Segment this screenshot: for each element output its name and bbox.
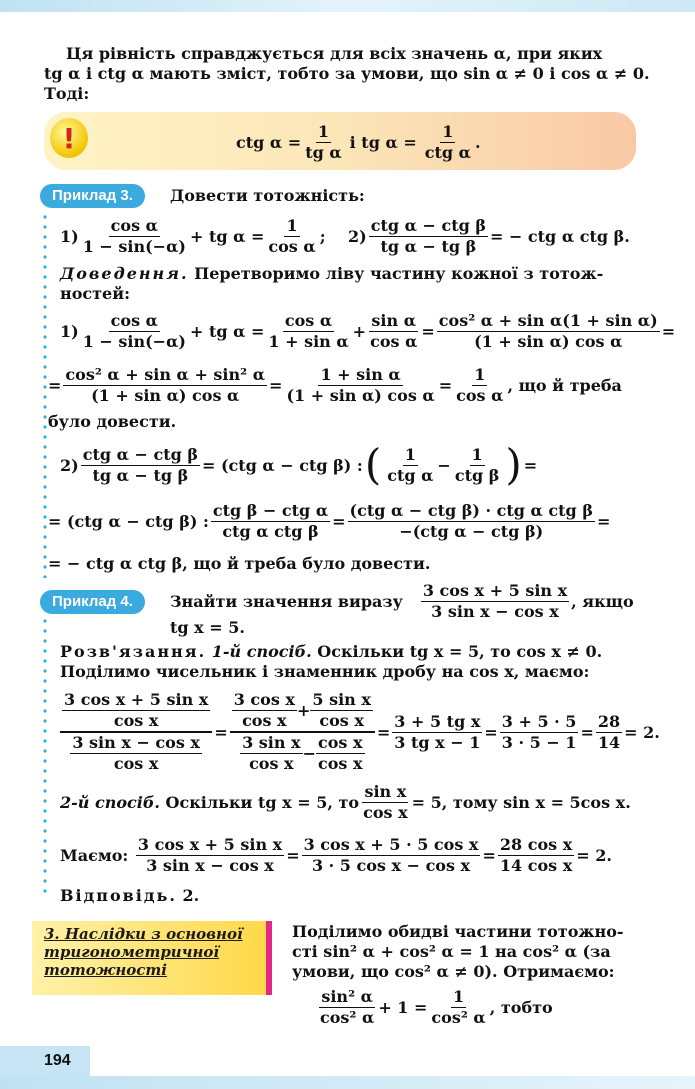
fraction: ctg α − ctg β tg α − tg β [370,215,486,256]
example-4-badge: Приклад 4. [40,590,145,614]
section-3-formula: sin² α cos² α + 1 = $\frac{1}{\text{cos² α}}$ , тобто [320,986,553,1027]
fraction: cos α 1 − sin(−α) [82,310,186,351]
dotted-margin [43,212,47,578]
proof-step-1: 1) cos α 1 − sin(−α) + tg α = $\frac{\text{cos α}}{\text{1 + sin α}}$ + $\frac{\text{sin α}}{\text{cos α}}$ = $\frac{\text{cos² α + sin α(1 + sin α)}}{\text{(1 + sin α) cos α}}$ = [60,310,676,351]
compound-fraction: $\frac{\frac{\text{3 cos x + 5 sin x}}{\text{cos x}}}{\frac{\text{3 sin x − cos x}}{\text{cos x}}}$ [60,690,212,774]
answer-line: Відповідь. 2. [60,886,200,905]
identity-1: 1) cos α 1 − sin(−α) + tg α = $\frac{1}{\text{cos α}}$ ; [60,215,326,256]
fraction: $\frac{28}{14}$ [597,711,621,752]
fraction: $\frac{\text{3 cos x + 5 · 5 cos x}}{\text{3 · 5 cos x − cos x}}$ [303,834,479,875]
dotted-margin [43,616,47,898]
solution-compound-fraction: $\frac{\frac{\text{3 cos x + 5 sin x}}{\text{cos x}}}{\frac{\text{3 sin x − cos x}}{\text{cos x}}}$ = 3 cos x cos x + $\frac{\text{5 sin x}}{\text{cos x}}$ 3 sin x cos x − $\frac{\text{cos x}}{\text{cos x}}$ = $\frac{\text{3 + 5 tg x}}{\text{3 tg x − 1}}$ = $\frac{3 + 5 \cdot 5}{3 \cdot 5 - 1}$ = $\frac{28}{14}$ = 2. [58,684,660,780]
method-2-calc: Маємо: $\frac{\text{3 cos x + 5 sin x}}{\text{3 sin x − cos x}}$ = $\frac{\text{3 cos x + 5 · 5 cos x}}{\text{3 · 5 cos x − cos x}}$ = $\frac{\text{28 cos x}}{\text{14 cos x}}$ = 2. [60,834,612,875]
solution-line-1: Розв'язання. 1-й спосіб. Оскільки tg x = 5, то cos x ≠ 0. [60,642,603,661]
fraction: $\frac{3 + 5 \cdot 5}{3 \cdot 5 - 1}$ [501,711,577,752]
fraction: $\frac{\text{sin α}}{\text{cos α}}$ [370,310,418,351]
identity-2: 2) ctg α − ctg β tg α − tg β = − ctg α ctg β. [348,215,630,256]
fraction: ctg α − ctg β tg α − tg β [82,444,198,485]
intro-line-1: Ця рівність справджується для всіх значень α, при яких [66,44,603,63]
proof-step-5: = − ctg α ctg β, що й треба було довести. [48,554,431,573]
fraction: $\frac{\text{cos² α + sin α + sin² α}}{\text{(1 + sin α) cos α}}$ [65,364,266,405]
section-3-line-3: умови, що cos² α ≠ 0). Отримаємо: [292,962,615,981]
compound-fraction: 3 cos x cos x + $\frac{\text{5 sin x}}{\text{cos x}}$ 3 sin x cos x − $\frac{\text{cos x}}{\text{cos x}}$ [230,690,375,774]
example-4-condition: tg x = 5. [170,618,245,637]
fraction: cos α 1 − sin(−α) [82,215,186,256]
proof-line-1: Доведення. Перетворимо ліву частину кожної з тотож- [60,264,604,283]
page-number: 194 [0,1046,90,1076]
proof-step-2: = $\frac{\text{cos² α + sin α + sin² α}}{\text{(1 + sin α) cos α}}$ = $\frac{\text{1 + sin α}}{\text{(1 + sin α) cos α}}$ = $\frac{1}{\text{cos α}}$ , що й треба [48,364,622,405]
solution-line-2: Поділимо чисельник і знаменник дробу на cos x, маємо: [60,662,590,681]
fraction: 1 ctg α [424,121,471,162]
section-3-title: 3. Наслідки з основної тригонометричної тотожності [44,925,243,979]
proof-step-2-end: було довести. [48,412,177,431]
warning-icon: ! [50,118,88,158]
fraction: sin² α cos² α [320,986,375,1027]
fraction: $\frac{1}{\text{cos α}}$ [456,364,504,405]
bottom-border [0,1076,695,1089]
fraction: $\frac{\text{1 + sin α}}{\text{(1 + sin α) cos α}}$ [286,364,435,405]
section-3-heading-box [32,921,272,995]
note-formula: ctg α = $\frac{1}{\text{tg α}}$ і tg α = 1 ctg α . [236,121,481,162]
intro-line-2: tg α і ctg α мають зміст, тобто за умови, що sin α ≠ 0 і cos α ≠ 0. [44,64,650,83]
proof-line-2: ностей: [60,284,130,303]
section-3-line-1: Поділимо обидві частини тотожно- [292,922,624,941]
example-4-task: Знайти значення виразу 3 cos x + 5 sin x 3 sin x − cos x , якщо [170,580,634,621]
fraction: $\frac{1}{\text{tg α}}$ [305,121,342,162]
fraction: $\frac{1}{\text{cos α}}$ [268,215,316,256]
top-border [0,0,695,12]
fraction: $\frac{1}{\text{cos² α}}$ [431,986,486,1027]
fraction: $\frac{\text{3 + 5 tg x}}{\text{3 tg x − 1}}$ [394,711,481,752]
fraction: 3 cos x + 5 sin x 3 sin x − cos x [422,580,568,621]
proof-step-4: = (ctg α − ctg β) : ctg β − ctg α ctg α ctg β = (ctg α − ctg β) · ctg α ctg β −(ctg α − ctg β) = [48,500,611,541]
example-3-badge: Приклад 3. [40,184,145,208]
fraction: ctg β − ctg α ctg α ctg β [212,500,329,541]
fraction: $\frac{\text{cos² α + sin α(1 + sin α)}}{\text{(1 + sin α) cos α}}$ [438,310,658,351]
fraction: 1 ctg β [454,444,500,485]
fraction: $\frac{\text{3 cos x + 5 sin x}}{\text{3 sin x − cos x}}$ [137,834,283,875]
fraction: $\frac{\text{sin x}}{\text{cos x}}$ [363,781,408,822]
section-3-line-2: сті sin² α + cos² α = 1 на cos² α (за [292,942,611,961]
fraction: 1 ctg α [387,444,434,485]
example-3-task: Довести тотожність: [170,186,365,205]
intro-line-3: Тоді: [44,84,90,103]
proof-step-3: 2) ctg α − ctg β tg α − tg β = (ctg α − ctg β) : ( 1 ctg α − 1 ctg β ) = [60,440,538,489]
fraction: (ctg α − ctg β) · ctg α ctg β −(ctg α − ctg β) [349,500,593,541]
method-2-line: 2-й спосіб. Оскільки tg x = 5, то $\frac{\text{sin x}}{\text{cos x}}$ = 5, тому sin x = 5cos x. [60,781,631,822]
fraction: $\frac{\text{28 cos x}}{\text{14 cos x}}$ [499,834,573,875]
fraction: $\frac{\text{cos α}}{\text{1 + sin α}}$ [268,310,349,351]
